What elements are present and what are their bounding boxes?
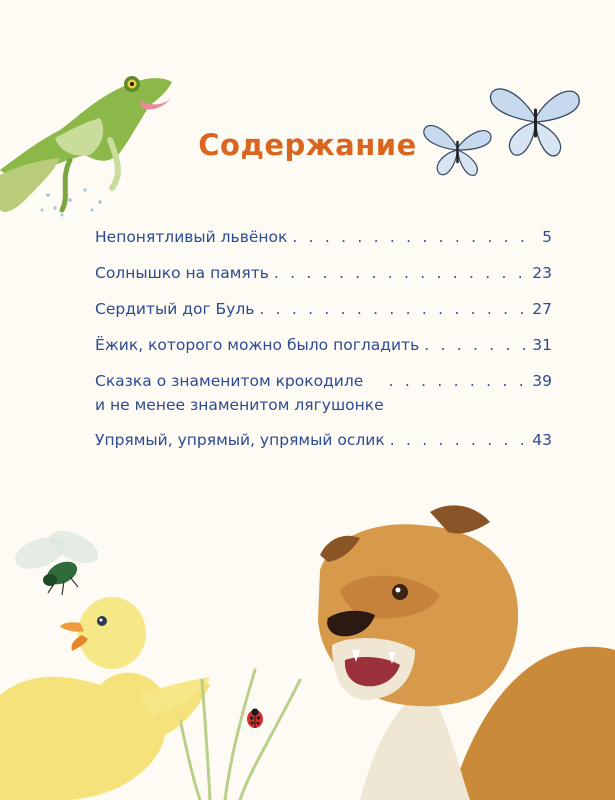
- toc-entry-title: Непонятливый львёнок: [95, 228, 288, 246]
- table-of-contents: [95, 225, 552, 464]
- toc-page-number: 43: [532, 431, 552, 449]
- dot-leader: [424, 333, 527, 358]
- toc-entry-title: Сердитый дог Буль: [95, 300, 255, 318]
- toc-entry[interactable]: [95, 333, 552, 358]
- butterfly-illustration: [485, 72, 585, 164]
- toc-entry[interactable]: [95, 297, 552, 322]
- toc-entry-title-line: Сказка о знаменитом крокодиле: [95, 372, 364, 390]
- toc-page-number: 39: [532, 372, 552, 390]
- toc-entry[interactable]: [95, 261, 552, 286]
- toc-entry[interactable]: [95, 225, 552, 250]
- page-title: Содержание: [198, 128, 417, 162]
- dot-leader: [389, 369, 528, 393]
- ladybug-illustration: [244, 707, 266, 729]
- toc-page-number: 23: [532, 264, 552, 282]
- toc-entry[interactable]: [95, 428, 552, 453]
- dot-leader: [292, 225, 529, 250]
- toc-entry-title-line: и не менее знаменитом лягушонке: [95, 396, 384, 414]
- toc-page-number: 5: [542, 228, 552, 246]
- toc-entry-title: Солнышко на память: [95, 264, 269, 282]
- dot-leader: [390, 428, 528, 453]
- toc-page-number: 27: [532, 300, 552, 318]
- butterfly-illustration: [420, 112, 495, 182]
- toc-entry[interactable]: [95, 369, 552, 417]
- toc-page-number: 31: [532, 336, 552, 354]
- dot-leader: [274, 261, 527, 286]
- toc-entry-title: Упрямый, упрямый, упрямый ослик: [95, 431, 385, 449]
- toc-entry-title: Ёжик, которого можно было погладить: [95, 336, 420, 354]
- dot-leader: [259, 297, 527, 322]
- bulldog-illustration: [300, 500, 615, 800]
